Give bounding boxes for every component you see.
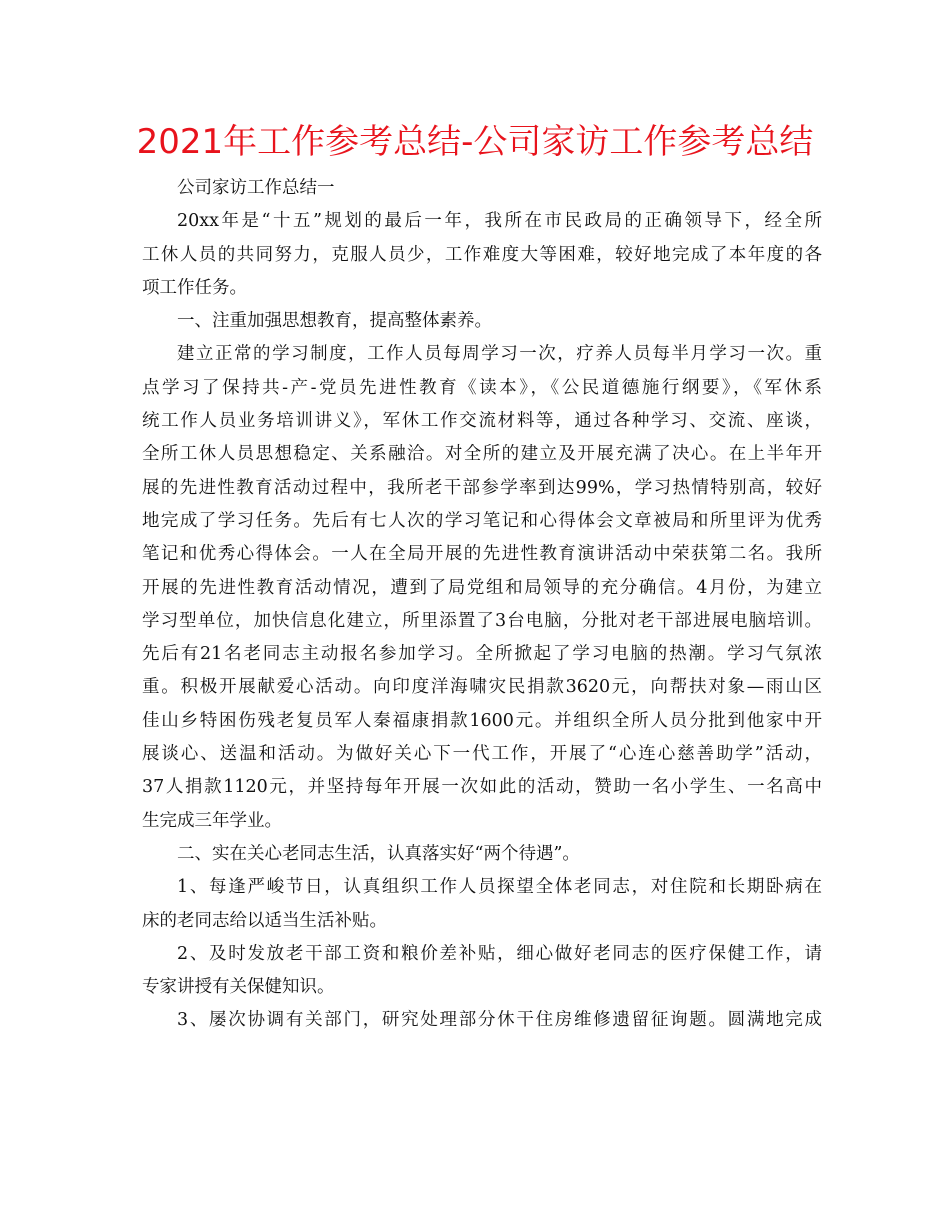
text-line: 1、每逢严峻节日，认真组织工作人员探望全体老同志，对住院和长期卧病在 bbox=[177, 877, 822, 898]
text-line: 建立正常的学习制度，工作人员每周学习一次，疗养人员每半月学习一次。重 bbox=[177, 344, 822, 365]
text-line: 开展的先进性教育活动情况，遭到了局党组和局领导的充分确信。4月份，为建立 bbox=[142, 577, 822, 598]
text-line: 公司家访工作总结一 bbox=[177, 178, 335, 198]
text-line: 展的先进性教育活动过程中，我所老干部参学率到达99%，学习热情特别高，较好 bbox=[142, 477, 822, 498]
text-line: 工休人员的共同努力，克服人员少，工作难度大等困难，较好地完成了本年度的各 bbox=[142, 244, 822, 265]
text-line: 床的老同志给以适当生活补贴。 bbox=[142, 910, 387, 931]
text-line: 佳山乡特困伤残老复员军人秦福康捐款1600元。并组织全所人员分批到他家中开 bbox=[142, 710, 822, 731]
text-line: 全所工休人员思想稳定、关系融洽。对全所的建立及开展充满了决心。在上半年开 bbox=[142, 444, 822, 465]
text-line: 二、实在关心老同志生活，认真落实好“两个待遇”。 bbox=[177, 843, 580, 864]
text-line: 3、屡次协调有关部门，研究处理部分休干住房维修遗留征询题。圆满地完成 bbox=[177, 1010, 822, 1031]
text-line: 学习型单位，加快信息化建立，所里添置了3台电脑，分批对老干部进展电脑培训。 bbox=[142, 610, 822, 631]
text-line: 项工作任务。 bbox=[142, 277, 247, 298]
text-line: 统工作人员业务培训讲义》，军休工作交流材料等，通过各种学习、交流、座谈， bbox=[142, 411, 822, 432]
text-line: 专家讲授有关保健知识。 bbox=[142, 977, 335, 998]
text-line: 点学习了保持共-产-党员先进性教育《读本》，《公民道德施行纲要》，《军休系 bbox=[142, 377, 822, 398]
text-line: 展谈心、送温和活动。为做好关心下一代工作，开展了“心连心慈善助学”活动， bbox=[142, 744, 822, 765]
text-line: 2、及时发放老干部工资和粮价差补贴，细心做好老同志的医疗保健工作，请 bbox=[177, 943, 822, 964]
text-line: 生完成三年学业。 bbox=[142, 810, 282, 831]
document-title: 2021年工作参考总结-公司家访工作参考总结 bbox=[136, 122, 814, 162]
text-line: 37人捐款1120元，并坚持每年开展一次如此的活动，赞助一名小学生、一名高中 bbox=[142, 777, 822, 798]
text-line: 地完成了学习任务。先后有七人次的学习笔记和心得体会文章被局和所里评为优秀 bbox=[142, 510, 822, 531]
text-line: 一、注重加强思想教育，提高整体素养。 bbox=[177, 311, 492, 332]
text-line: 笔记和优秀心得体会。一人在全局开展的先进性教育演讲活动中荣获第二名。我所 bbox=[142, 544, 822, 565]
text-line: 重。积极开展献爱心活动。向印度洋海啸灾民捐款3620元，向帮扶对象—雨山区 bbox=[142, 677, 822, 698]
text-line: 20xx年是“十五”规划的最后一年，我所在市民政局的正确领导下，经全所 bbox=[177, 211, 822, 232]
text-line: 先后有21名老同志主动报名参加学习。全所掀起了学习电脑的热潮。学习气氛浓 bbox=[142, 644, 822, 665]
document-body bbox=[142, 172, 822, 1038]
